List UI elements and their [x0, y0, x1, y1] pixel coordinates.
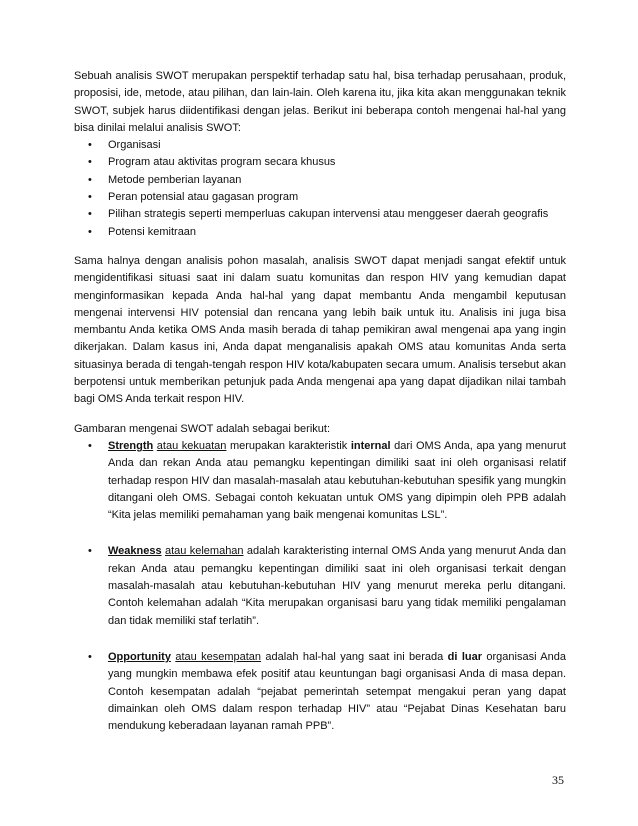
page-number: 35: [552, 773, 564, 787]
swot-item-opportunity: [74, 649, 566, 735]
swot-item-strength: [74, 438, 566, 524]
term-opportunity: Opportunity: [108, 650, 171, 663]
term-strength: Strength: [108, 439, 154, 452]
list-item: • Pilihan strategis seperti memperluas cakupan intervensi atau menggeser daerah geografis: [74, 206, 566, 223]
item-text: adalah hal-hal yang saat ini berada: [261, 650, 448, 663]
item-text: organisasi Anda yang mungkin membawa efek positif atau keuntungan bagi organisasi Anda di masa depan. Contoh kesempatan adalah “pejabat pemerintah setempat mengakui peran yang dapat dimainkan oleh OMS dalam respon terhadap HIV” atau “Pejabat Dinas Kesehatan baru mendukung keberadaan layanan ramah PPB”.: [108, 650, 566, 733]
list-item: • Program atau aktivitas program secara khusus: [74, 154, 566, 171]
item-text: merupakan karakteristik: [226, 439, 351, 452]
term-translation: atau kekuatan: [156, 439, 227, 452]
list-item: • Organisasi: [74, 137, 566, 154]
subject-list: [74, 137, 566, 241]
list-item: • Metode pemberian layanan: [74, 172, 566, 189]
term-translation: atau kesempatan: [175, 650, 262, 663]
emphasis-text: internal: [350, 439, 391, 452]
item-text: adalah karakteristing internal OMS Anda yang menurut Anda dan rekan Anda atau pemangku kepentingan dimiliki saat ini oleh organisasi terkait dengan masalah-masalah atau kebutuhan-kebutuhan HIV yang menurut mereka perlu ditangani. Contoh kelemahan adalah “Kita merupakan organisasi baru yang tidak memiliki pengalaman dan tidak memiliki staf terlatih”.: [108, 545, 567, 627]
item-text: dari OMS Anda, apa yang menurut Anda dan rekan Anda atau pemangku kepentingan dimiliki saat ini oleh organisasi relatif terhadap respon HIV dan masalah-masalah atau kebutuhan-kebutuhan spesifik yang mungkin ditangani oleh OMS. Sebagai contoh kekuatan untuk OMS yang dipimpin oleh PPB adalah “Kita jelas memiliki pemahaman yang baik mengenai komunitas LSL”.: [108, 439, 567, 522]
intro-paragraph: Sebuah analisis SWOT merupakan perspektif terhadap satu hal, bisa terhadap perusahaan, produk, proposisi, ide, metode, atau pilihan, dan lain-lain. Oleh karena itu, jika kita akan menggunakan teknik SWOT, subjek harus diidentifikasi dengan jelas. Berikut ini beberapa contoh mengenai hal-hal yang bisa dinilai melalui analisis SWOT:: [74, 70, 566, 134]
swot-item-weakness: [74, 543, 566, 629]
emphasis-text: di luar: [447, 650, 483, 663]
page-body: [74, 68, 566, 754]
swot-heading: Gambaran mengenai SWOT adalah sebagai berikut:: [74, 422, 330, 435]
list-item: • Peran potensial atau gagasan program: [74, 189, 566, 206]
intro-section: [74, 68, 566, 241]
term-translation: atau kelemahan: [164, 545, 244, 558]
term-weakness: Weakness: [108, 545, 162, 558]
list-item: • Potensi kemitraan: [74, 224, 566, 241]
body-paragraph: Sama halnya dengan analisis pohon masalah, analisis SWOT dapat menjadi sangat efektif untuk mengidentifikasi situasi saat ini dalam suatu komunitas dan respon HIV yang kemudian dapat menginformasikan kepada Anda hal-hal yang dapat membantu Anda mengambil keputusan mengenai intervensi HIV potensial dan rencana yang lebih baik untuk itu. Analisis ini juga bisa membantu Anda ketika OMS Anda masih berada di tahap pemikiran awal mengenai apa yang ingin dikerjakan. Dalam kasus ini, Anda dapat menganalisis apakah OMS atau komunitas Anda serta situasinya berada di tengah-tengah respon HIV kota/kabupaten secara umum. Analisis tersebut akan berpotensi untuk memberikan petunjuk pada Anda mengenai apa yang dapat dijadikan nilai tambah bagi OMS Anda terkait respon HIV.: [74, 254, 566, 406]
swot-list: [74, 438, 566, 735]
